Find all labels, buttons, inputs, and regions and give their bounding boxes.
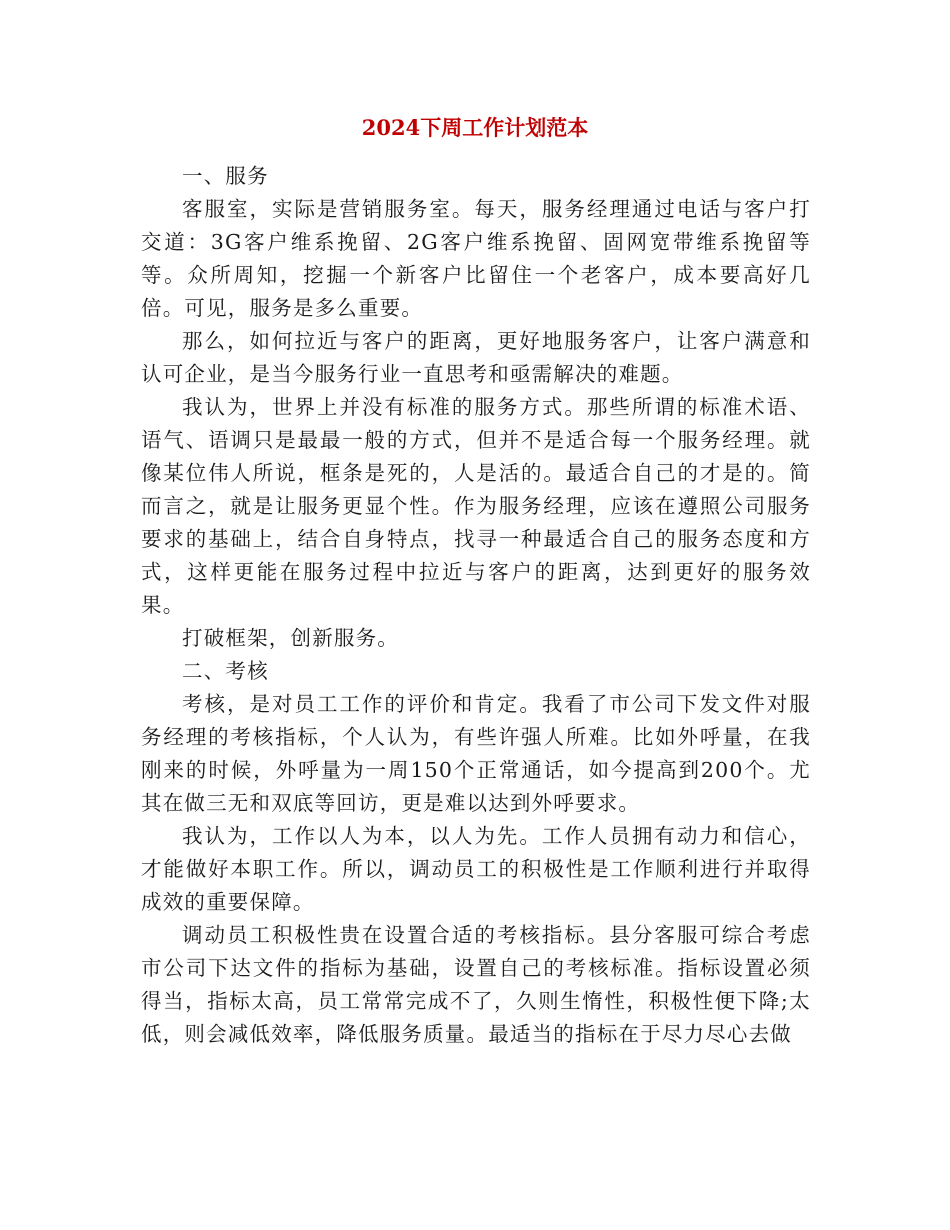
paragraph: 调动员工积极性贵在设置合适的考核指标。县分客服可综合考虑市公司下达文件的指标为基础，设置自己的考核标准。指标设置必须得当，指标太高，员工常常完成不了，久则生惰性，积极性便下降;太低，则会减低效率，降低服务质量。最适当的指标在于尽力尽心去做 [141,923,811,1046]
section-heading-assessment: 二、考核 [182,659,269,683]
section-heading-service: 一、服务 [182,164,269,188]
paragraph: 客服室，实际是营销服务室。每天，服务经理通过电话与客户打交道：3G客户维系挽留、2G客户维系挽留、固网宽带维系挽留等等。众所周知，挖掘一个新客户比留住一个老客户，成本要高好几倍。可见，服务是多么重要。 [141,197,811,320]
document-body [141,160,811,1051]
paragraph: 那么，如何拉近与客户的距离，更好地服务客户，让客户满意和认可企业，是当今服务行业一直思考和亟需解决的难题。 [141,329,811,386]
paragraph: 打破框架，创新服务。 [182,626,399,650]
paragraph: 我认为，世界上并没有标准的服务方式。那些所谓的标准术语、语气、语调只是最最一般的方式，但并不是适合每一个服务经理。就像某位伟人所说，框条是死的，人是活的。最适合自己的才是的。简而言之，就是让服务更显个性。作为服务经理，应该在遵照公司服务要求的基础上，结合自身特点，找寻一种最适合自己的服务态度和方式，这样更能在服务过程中拉近与客户的距离，达到更好的服务效果。 [141,395,811,617]
paragraph: 考核，是对员工工作的评价和肯定。我看了市公司下发文件对服务经理的考核指标，个人认为，有些许强人所难。比如外呼量，在我刚来的时候，外呼量为一周150个正常通话，如今提高到200个。尤其在做三无和双底等回访，更是难以达到外呼要求。 [141,692,811,815]
document-title: 2024下周工作计划范本 [361,115,589,140]
paragraph: 我认为，工作以人为本，以人为先。工作人员拥有动力和信心，才能做好本职工作。所以，调动员工的积极性是工作顺利进行并取得成效的重要保障。 [141,824,811,914]
